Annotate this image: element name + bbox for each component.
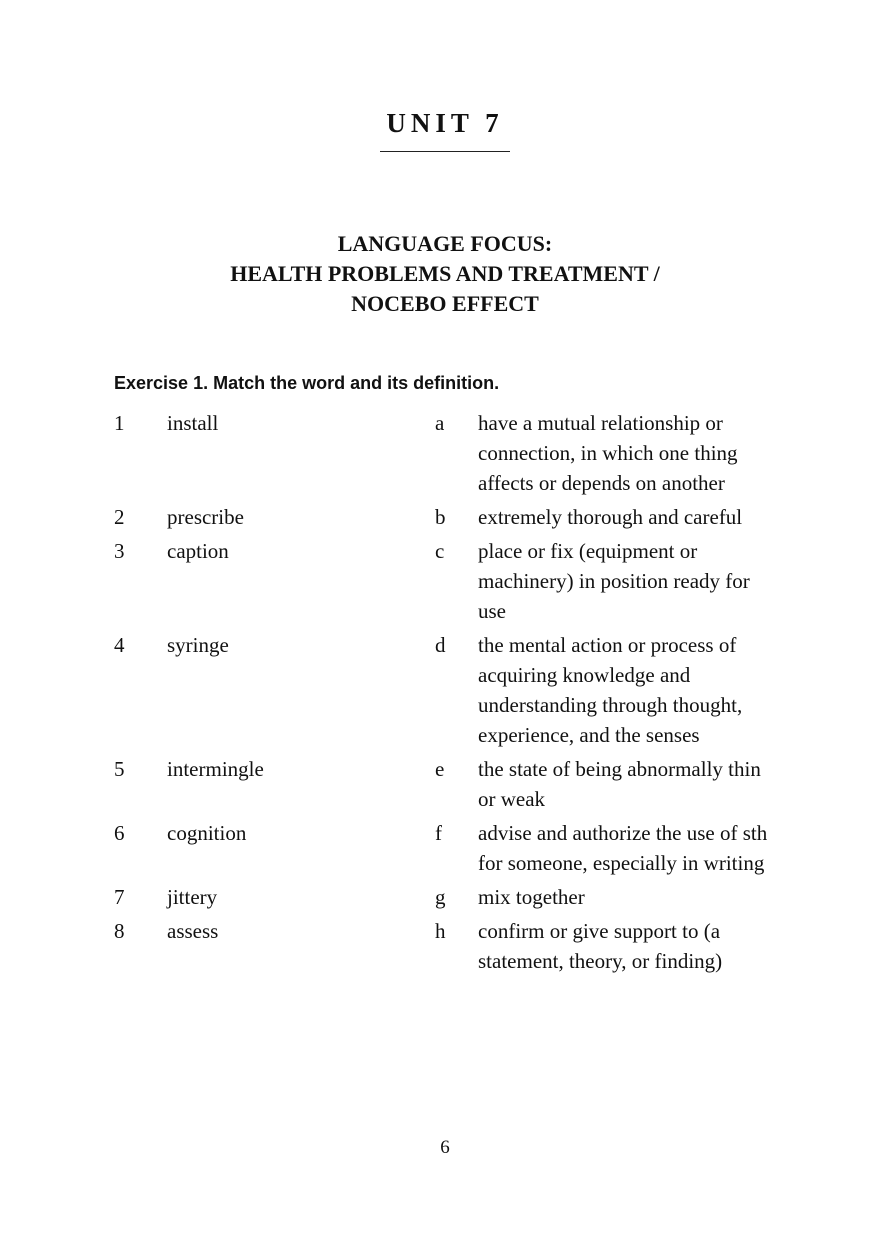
item-number: 8	[114, 919, 125, 943]
definition-letter: a	[435, 411, 445, 435]
item-number: 1	[114, 411, 125, 435]
item-number: 5	[114, 757, 125, 781]
definition-text: the mental action or process of acquiring knowledge and understanding through thought, experience, and the senses	[478, 633, 743, 747]
vocabulary-word: install	[167, 411, 219, 435]
match-row	[114, 408, 774, 498]
match-row	[114, 818, 774, 878]
heading-line: NOCEBO EFFECT	[351, 291, 539, 316]
language-focus-heading	[0, 229, 875, 319]
heading-line: HEALTH PROBLEMS AND TREATMENT /	[230, 261, 660, 286]
match-row	[114, 916, 774, 976]
item-number: 2	[114, 505, 125, 529]
vocabulary-word: prescribe	[167, 505, 244, 529]
title-underline	[380, 151, 510, 152]
definition-text: place or fix (equipment or machinery) in position ready for use	[478, 539, 750, 623]
vocabulary-word: assess	[167, 919, 219, 943]
definition-text: advise and authorize the use of sth for someone, especially in writing	[478, 821, 768, 875]
definition-letter: e	[435, 757, 445, 781]
heading-line: LANGUAGE FOCUS:	[337, 231, 553, 256]
match-row	[114, 754, 774, 814]
definition-text: confirm or give support to (a statement, theory, or finding)	[478, 919, 723, 973]
definition-letter: g	[435, 885, 446, 909]
definition-text: have a mutual relationship or connection, in which one thing affects or depends on another	[478, 411, 738, 495]
definition-letter: c	[435, 539, 445, 563]
definition-letter: h	[435, 919, 446, 943]
matching-table	[114, 408, 774, 980]
unit-title: UNIT 7	[386, 108, 504, 138]
item-number: 3	[114, 539, 125, 563]
item-number: 6	[114, 821, 125, 845]
page-number: 6	[440, 1137, 450, 1158]
definition-letter: d	[435, 633, 446, 657]
exercise-title: Exercise 1. Match the word and its definition.	[114, 373, 500, 393]
vocabulary-word: cognition	[167, 821, 247, 845]
match-row	[114, 536, 774, 626]
definition-letter: f	[435, 821, 442, 845]
item-number: 4	[114, 633, 125, 657]
match-row	[114, 630, 774, 750]
match-row	[114, 882, 774, 912]
definition-text: the state of being abnormally thin or weak	[478, 757, 761, 811]
vocabulary-word: syringe	[167, 633, 229, 657]
definition-text: mix together	[478, 885, 585, 909]
definition-letter: b	[435, 505, 446, 529]
vocabulary-word: jittery	[167, 885, 218, 909]
definition-text: extremely thorough and careful	[478, 505, 743, 529]
match-row	[114, 502, 774, 532]
vocabulary-word: caption	[167, 539, 229, 563]
vocabulary-word: intermingle	[167, 757, 264, 781]
item-number: 7	[114, 885, 125, 909]
